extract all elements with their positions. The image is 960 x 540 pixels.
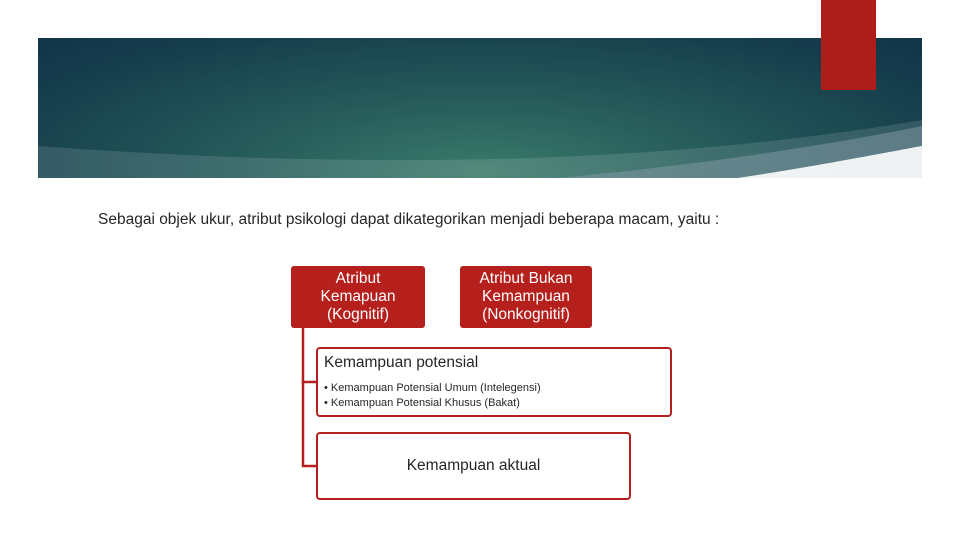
category-nonkognitif-line-3: (Nonkognitif) <box>482 306 570 323</box>
potensial-item: • Kemampuan Potensial Khusus (Bakat) <box>324 396 664 411</box>
category-kognitif-line-1: Atribut <box>335 270 381 287</box>
potensial-list <box>324 381 664 411</box>
category-kognitif-line-3: (Kognitif) <box>326 306 389 323</box>
potensial-item: • Kemampuan Potensial Umum (Intelegensi) <box>324 381 664 396</box>
intro-text: Sebagai objek ukur, atribut psikologi dapat dikategorikan menjadi beberapa macam, yaitu : <box>98 211 720 228</box>
subcategory-aktual <box>316 432 631 500</box>
subcategory-potensial <box>316 347 672 417</box>
category-nonkognitif-line-1: Atribut Bukan <box>479 270 573 287</box>
aktual-title: Kemampuan aktual <box>406 457 541 474</box>
potensial-title: Kemampuan potensial <box>324 354 479 371</box>
category-nonkognitif-line-2: Kemampuan <box>482 288 570 305</box>
category-kognitif-line-2: Kemapuan <box>320 288 396 305</box>
